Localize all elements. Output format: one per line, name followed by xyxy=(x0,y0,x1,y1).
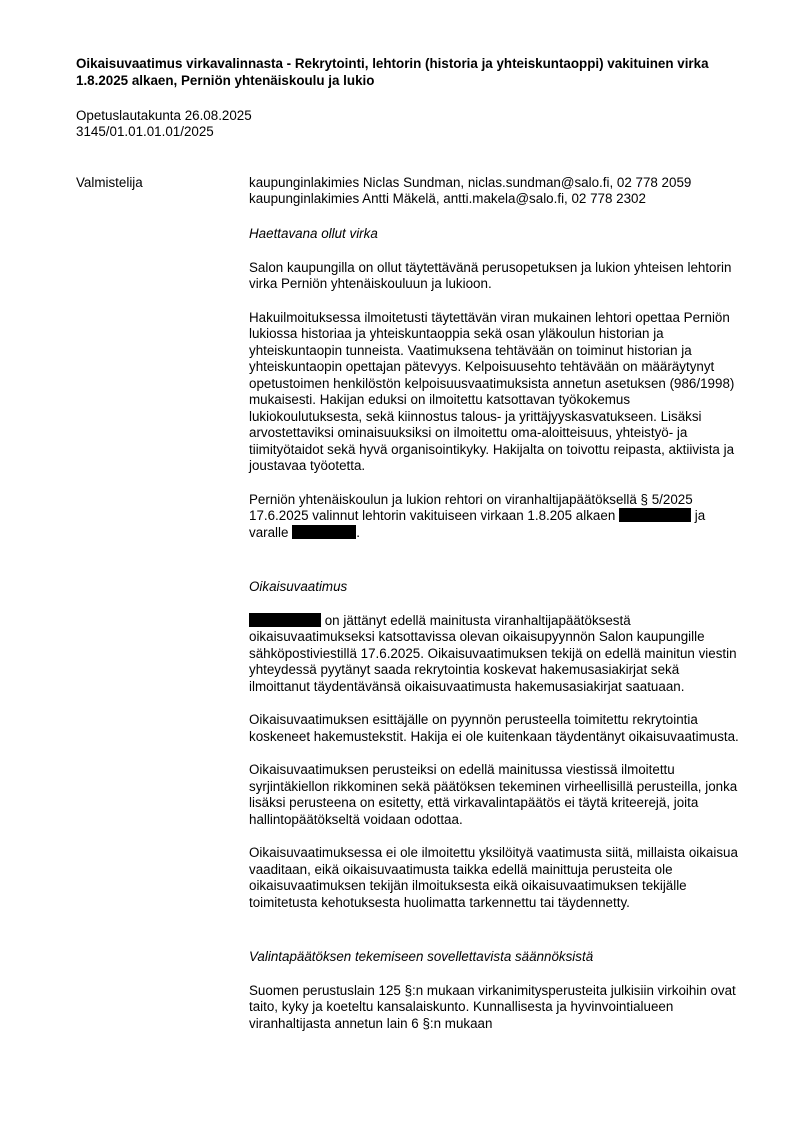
document-meta xyxy=(76,108,252,140)
section-heading-saannokset: Valintapäätöksen tekemiseen sovellettavista säännöksistä xyxy=(249,949,594,964)
paragraph-appeal xyxy=(249,613,739,696)
decision-text-substitute: ja varalle xyxy=(249,508,706,540)
record-number: 3145/01.01.01.01/2025 xyxy=(76,124,214,139)
decision-text: Perniön yhtenäiskoulun ja lukion rehtori on viranhaltijapäätöksellä § 5/2025 17.6.2025 valinnut lehtorin vakituiseen virkaan 1.8.205 alkaen xyxy=(249,491,693,523)
document-title: Oikaisuvaatimus virkavalinnasta - Rekrytointi, lehtorin (historia ja yhteiskuntaoppi) vakituinen virka 1.8.2025 alkaen, Perniön yhtenäiskoulu ja lukio xyxy=(76,56,709,88)
paragraph-decision xyxy=(249,492,739,542)
decision-text-end: . xyxy=(356,524,360,540)
paragraph: Oikaisuvaatimuksen perusteiksi on edellä mainitussa viestissä ilmoitettu syrjintäkiellon rikkominen sekä päätöksen tekeminen virheellisillä perusteilla, jonka lisäksi perusteena on esitetty, että virkavalintapäätös ei täytä kriteerejä, joita hallintopäätökseltä voidaan odottaa. xyxy=(249,762,738,827)
section-heading-virka: Haettavana ollut virka xyxy=(249,226,378,241)
preparer-list xyxy=(249,175,691,207)
section-heading-oikaisuvaatimus: Oikaisuvaatimus xyxy=(249,579,348,594)
preparer-label: Valmistelija xyxy=(76,175,143,190)
document-body xyxy=(249,226,739,1032)
appeal-text: on jättänyt edellä mainitusta viranhaltijapäätöksestä oikaisuvaatimukseksi katsottavissa olevan oikaisupyynnön Salon kaupungille sähköpostiviestillä 17.6.2025. Oikaisuvaatimuksen tekijä on edellä mainitun viestin yhteydessä pyytänyt saada rekrytointia koskevat hakemusasiakirjat sekä ilmoittanut täydentävänsä oikaisuvaatimusta hakemusasiakirjat saatuaan. xyxy=(249,612,737,694)
paragraph: Salon kaupungilla on ollut täytettävänä perusopetuksen ja lukion yhteisen lehtorin virka Perniön yhtenäiskouluun ja lukioon. xyxy=(249,259,732,291)
redacted-name-block xyxy=(249,613,321,627)
paragraph: Oikaisuvaatimuksessa ei ole ilmoitettu yksilöityä vaatimusta siitä, millaista oikaisua vaaditaan, eikä oikaisuvaatimusta taikka edellä mainittuja perusteita ole oikaisuvaatimuksen tekijän ilmoituksesta eikä oikaisuvaatimuksen tekijälle toimitetusta kehotuksesta huolimatta tarkennettu tai täydennetty. xyxy=(249,845,738,910)
paragraph: Hakuilmoituksessa ilmoitetusti täytettävän viran mukainen lehtori opettaa Perniön lukiossa historiaa ja yhteiskuntaoppia sekä osan yläkoulun historian ja yhteiskuntaopin tunneista. Vaatimuksena tehtävään on toiminut historian ja yhteiskuntaopin opettajan pätevyys. Kelpoisuusehto tehtävään on määräytynyt opetustoimen henkilöstön kelpoisuusvaatimuksista annetun asetuksen (986/1998) mukaisesti. Hakijan eduksi on ilmoitettu katsottavan työkokemus lukiokoulutuksesta, sekä kiinnostus talous- ja yrittäjyyskasvatukseen. Lisäksi arvostettaviksi ominaisuuksiksi on ilmoitettu oma-aloitteisuus, yhteistyö- ja tiimityötaidot sekä hyvä organisointikyky. Hakijalta on toivottu reipasta, aktiivista ja joustavaa työotetta. xyxy=(249,309,735,473)
preparer-line: kaupunginlakimies Antti Mäkelä, antti.makela@salo.fi, 02 778 2302 xyxy=(249,191,646,206)
redacted-name-block xyxy=(619,508,691,522)
redacted-name-block xyxy=(292,525,356,539)
preparer-line: kaupunginlakimies Niclas Sundman, niclas.sundman@salo.fi, 02 778 2059 xyxy=(249,175,692,190)
paragraph: Suomen perustuslain 125 §:n mukaan virkanimitysperusteita julkisiin virkoihin ovat taito, kyky ja koeteltu kansalaiskunto. Kunnallisesta ja hyvinvointialueen viranhaltijasta annetun lain 6 §:n mukaan xyxy=(249,982,736,1031)
meeting-info: Opetuslautakunta 26.08.2025 xyxy=(76,108,252,123)
paragraph: Oikaisuvaatimuksen esittäjälle on pyynnön perusteella toimitettu rekrytointia koskeneet hakemustekstit. Hakija ei ole kuitenkaan täydentänyt oikaisuvaatimusta. xyxy=(249,712,739,744)
